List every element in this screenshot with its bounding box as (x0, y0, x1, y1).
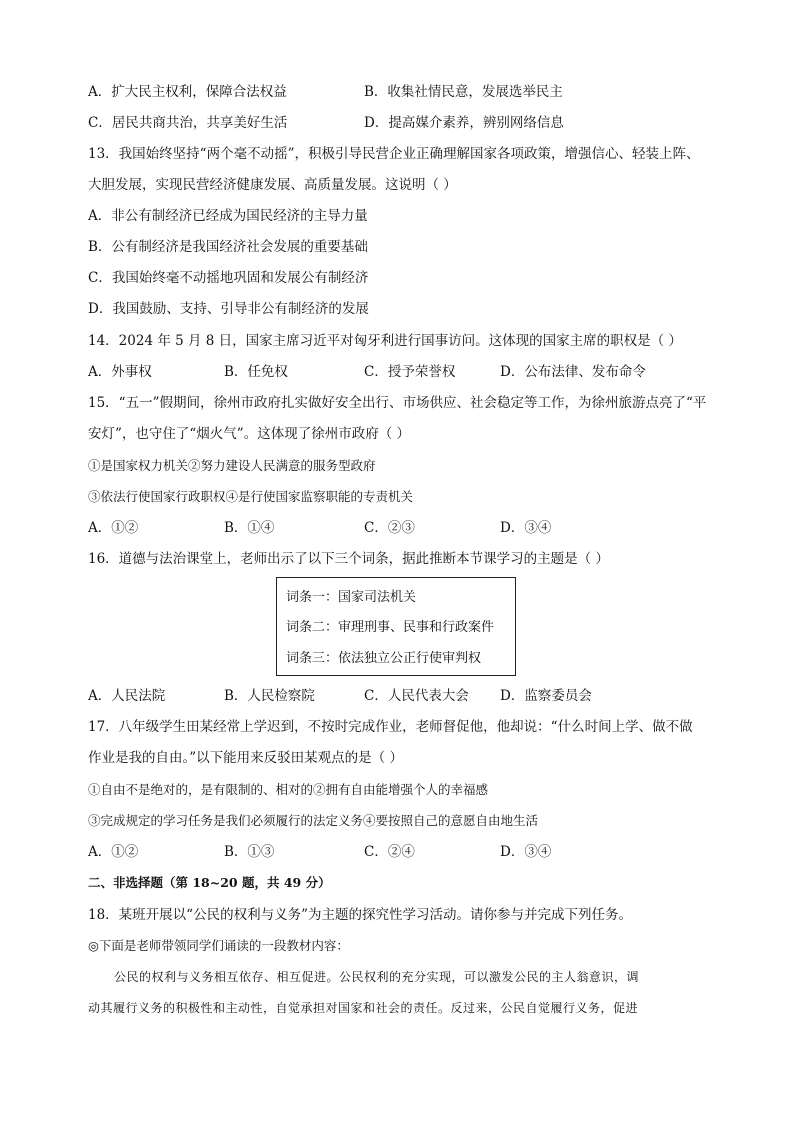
q15-stem-line2: 安灯”，也守住了“烟火气”。这体现了徐州市政府（ ） (88, 426, 410, 442)
q16-option-a: A．人民法院 (88, 688, 166, 704)
q13-option-c: C．我国始终毫不动摇地巩固和发展公有制经济 (88, 270, 369, 286)
q17-items-line1: ①自由不是绝对的，是有限制的、相对的②拥有自由能增强个人的幸福感 (88, 782, 489, 797)
q14-option-c: C．授予荣誉权 (364, 364, 456, 380)
q18-passage-line1: 公民的权利与义务相互依存、相互促进。公民权利的充分实现，可以激发公民的主人翁意识，调 (114, 970, 640, 984)
q15-option-c: C．②③ (364, 520, 415, 536)
q17-option-a: A．①② (88, 844, 139, 860)
q16-option-d: D．监察委员会 (500, 688, 592, 704)
q13-stem-line2: 大胆发展，实现民营经济健康发展、高质量发展。这说明（ ） (88, 177, 457, 193)
q15-stem-line1: 15．“五一”假期间，徐州市政府扎实做好安全出行、市场供应、社会稳定等工作，为徐州旅游点亮了“平 (88, 395, 707, 411)
q17-option-b: B．①③ (224, 844, 275, 860)
q14-stem: 14．2024 年 5 月 8 日，国家主席习近平对匈牙利进行国事访问。这体现的国家主席的职权是（ ） (88, 333, 682, 349)
section-heading: 二、非选择题（第 18~20 题，共 49 分） (88, 875, 331, 890)
q17-items-line2: ③完成规定的学习任务是我们必须履行的法定义务④要按照自己的意愿自由地生活 (88, 813, 539, 828)
q12-option-a: A．扩大民主权利，保障合法权益 (88, 84, 287, 100)
q12-option-b: B．收集社情民意，发展选举民主 (364, 84, 563, 100)
q16-option-b: B．人民检察院 (224, 688, 315, 704)
q15-items-line1: ①是国家权力机关②努力建设人民满意的服务型政府 (88, 458, 376, 473)
q14-option-b: B．任免权 (224, 364, 288, 380)
q16-term-2: 词条二：审理刑事、民事和行政案件 (286, 620, 495, 635)
q15-items-line2: ③依法行使国家行政职权④是行使国家监察职能的专责机关 (88, 489, 414, 504)
q15-option-d: D．③④ (500, 520, 552, 536)
q15-option-a: A．①② (88, 520, 139, 536)
q12-option-c: C．居民共商共治，共享美好生活 (88, 115, 288, 131)
q16-option-c: C．人民代表大会 (364, 688, 469, 704)
q16-term-box (276, 577, 516, 676)
q14-option-a: A．外事权 (88, 364, 152, 380)
q13-option-a: A．非公有制经济已经成为国民经济的主导力量 (88, 208, 368, 224)
q15-option-b: B．①④ (224, 520, 275, 536)
q17-option-d: D．③④ (500, 844, 552, 860)
q17-stem-line2: 作业是我的自由。”以下能用来反驳田某观点的是（ ） (88, 750, 403, 766)
q13-stem-line1: 13．我国始终坚持“两个毫不动摇”，积极引导民营企业正确理解国家各项政策，增强信心、轻装上阵、 (88, 146, 700, 162)
q16-term-1: 词条一：国家司法机关 (286, 590, 417, 605)
q16-term-3: 词条三：依法独立公正行使审判权 (286, 651, 482, 666)
q16-stem: 16．道德与法治课堂上，老师出示了以下三个词条，据此推断本节课学习的主题是（ ） (88, 551, 609, 567)
q18-stem: 18．某班开展以“公民的权利与义务”为主题的探究性学习活动。请你参与并完成下列任务。 (88, 907, 632, 923)
q17-stem-line1: 17．八年级学生田某经常上学迟到，不按时完成作业，老师督促他，他却说：“什么时间上学、做不做 (88, 719, 693, 735)
q14-option-d: D．公布法律、发布命令 (500, 364, 646, 380)
q18-passage-line2: 动其履行义务的积极性和主动性，自觉承担对国家和社会的责任。反过来，公民自觉履行义务，促进 (88, 1001, 639, 1015)
q17-option-c: C．②④ (364, 844, 415, 860)
q13-option-b: B．公有制经济是我国经济社会发展的重要基础 (88, 239, 368, 255)
q18-intro: ◎下面是老师带领同学们诵读的一段教材内容： (88, 938, 349, 953)
q12-option-d: D．提高媒介素养，辨别网络信息 (364, 115, 564, 131)
q13-option-d: D．我国鼓励、支持、引导非公有制经济的发展 (88, 301, 369, 317)
